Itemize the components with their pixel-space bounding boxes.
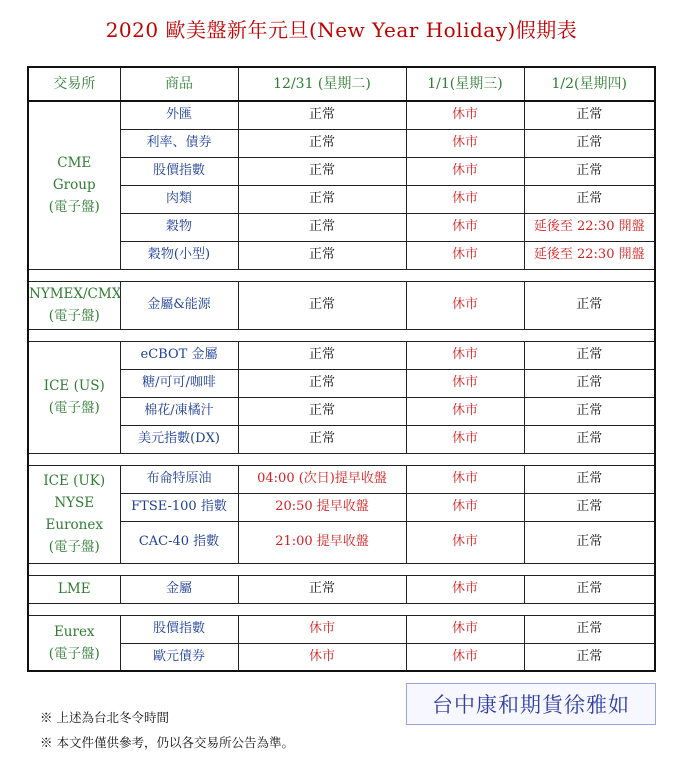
dec31-status-cell: 正常 [238, 129, 406, 157]
exchange-name-line: Eurex [53, 623, 95, 640]
dec31-status-cell: 21:00 提早收盤 [238, 521, 406, 563]
page-title: 2020 歐美盤新年元旦(New Year Holiday)假期表 [105, 18, 578, 42]
table-row [28, 465, 655, 493]
jan1-status-cell: 休市 [406, 397, 524, 425]
exchange-cell [28, 101, 120, 269]
exchange-cell [28, 465, 120, 563]
dec31-status-cell: 正常 [238, 281, 406, 329]
product-cell: 糖/可可/咖啡 [120, 369, 238, 397]
dec31-status-cell: 休市 [238, 643, 406, 671]
jan2-status-cell: 正常 [524, 397, 655, 425]
jan2-status-cell: 正常 [524, 129, 655, 157]
dec31-status-cell: 正常 [238, 157, 406, 185]
exchange-name-line: NYSE [54, 495, 95, 511]
header-exchange: 交易所 [28, 67, 120, 101]
exchange-name-line: Group [52, 177, 96, 194]
jan2-status-cell: 正常 [524, 615, 655, 643]
jan1-status-cell: 休市 [406, 281, 524, 329]
product-cell: 歐元債券 [120, 643, 238, 671]
dec31-status-cell: 20:50 提早收盤 [238, 493, 406, 521]
jan1-status-cell: 休市 [406, 101, 524, 129]
table-row [28, 281, 655, 329]
table-row [28, 185, 655, 213]
dec31-status-cell: 正常 [238, 101, 406, 129]
jan2-status-cell: 正常 [524, 575, 655, 603]
exchange-name-line: CME [57, 155, 92, 172]
dec31-status-cell: 正常 [238, 341, 406, 369]
product-cell: 肉類 [120, 185, 238, 213]
product-cell: 穀物(小型) [120, 241, 238, 269]
jan2-status-cell: 正常 [524, 101, 655, 129]
jan2-status-cell: 延後至 22:30 開盤 [524, 213, 655, 241]
jan1-status-cell: 休市 [406, 157, 524, 185]
table-row [28, 521, 655, 563]
dec31-status-cell: 正常 [238, 397, 406, 425]
table-row [28, 493, 655, 521]
jan1-status-cell: 休市 [406, 129, 524, 157]
jan1-status-cell: 休市 [406, 615, 524, 643]
dec31-status-cell: 休市 [238, 615, 406, 643]
author-stamp: 台中康和期貨徐雅如 [406, 683, 656, 725]
jan1-status-cell: 休市 [406, 213, 524, 241]
header-jan1: 1/1(星期三) [406, 67, 524, 101]
jan1-status-cell: 休市 [406, 521, 524, 563]
group-spacer-cell [28, 603, 655, 615]
exchange-name-line: (電子盤) [48, 539, 100, 555]
product-cell: 布侖特原油 [120, 465, 238, 493]
header-product: 商品 [120, 67, 238, 101]
product-cell: 美元指數(DX) [120, 425, 238, 453]
jan2-status-cell: 正常 [524, 281, 655, 329]
holiday-schedule-table [27, 66, 656, 672]
product-cell: 穀物 [120, 213, 238, 241]
group-spacer [28, 453, 655, 465]
table-row [28, 241, 655, 269]
jan1-status-cell: 休市 [406, 643, 524, 671]
dec31-status-cell: 正常 [238, 425, 406, 453]
jan2-status-cell: 正常 [524, 425, 655, 453]
exchange-name-line: (電子盤) [48, 199, 100, 216]
product-cell: FTSE-100 指數 [120, 493, 238, 521]
table-row [28, 615, 655, 643]
product-cell: 股價指數 [120, 157, 238, 185]
exchange-name-line: Euronex [45, 517, 103, 533]
table-row [28, 369, 655, 397]
jan2-status-cell: 正常 [524, 643, 655, 671]
table-row [28, 341, 655, 369]
jan2-status-cell: 正常 [524, 369, 655, 397]
exchange-name-line: (電子盤) [48, 400, 100, 416]
jan2-status-cell: 正常 [524, 341, 655, 369]
exchange-cell [28, 575, 120, 603]
group-spacer-cell [28, 563, 655, 575]
jan1-status-cell: 休市 [406, 241, 524, 269]
product-cell: 棉花/凍橘汁 [120, 397, 238, 425]
jan1-status-cell: 休市 [406, 493, 524, 521]
header-jan2: 1/2(星期四) [524, 67, 655, 101]
exchange-name-line: NYMEX/CMX [29, 286, 122, 302]
product-cell: 利率、債券 [120, 129, 238, 157]
table-row [28, 575, 655, 603]
jan1-status-cell: 休市 [406, 185, 524, 213]
jan2-status-cell: 正常 [524, 185, 655, 213]
product-cell: 股價指數 [120, 615, 238, 643]
exchange-name-line: ICE (UK) [43, 473, 106, 489]
group-spacer-cell [28, 269, 655, 281]
dec31-status-cell: 正常 [238, 213, 406, 241]
dec31-status-cell: 正常 [238, 241, 406, 269]
exchange-name-line: ICE (US) [43, 378, 105, 394]
table-row [28, 101, 655, 129]
jan1-status-cell: 休市 [406, 575, 524, 603]
exchange-cell [28, 281, 120, 329]
group-spacer [28, 269, 655, 281]
header-dec31: 12/31 (星期二) [238, 67, 406, 101]
table-row [28, 213, 655, 241]
note-disclaimer: ※ 本文件僅供參考，仍以各交易所公告為準。 [40, 735, 294, 750]
exchange-cell [28, 341, 120, 453]
product-cell: CAC-40 指數 [120, 521, 238, 563]
footer-notes [40, 708, 294, 758]
product-cell: 金屬&能源 [120, 281, 238, 329]
exchange-name-line: LME [57, 581, 91, 597]
jan1-status-cell: 休市 [406, 341, 524, 369]
dec31-status-cell: 正常 [238, 185, 406, 213]
group-spacer-cell [28, 329, 655, 341]
group-spacer [28, 329, 655, 341]
table-header [28, 67, 655, 101]
dec31-status-cell: 04:00 (次日)提早收盤 [238, 465, 406, 493]
exchange-name-line: (電子盤) [48, 308, 100, 324]
product-cell: 外匯 [120, 101, 238, 129]
jan1-status-cell: 休市 [406, 465, 524, 493]
product-cell: 金屬 [120, 575, 238, 603]
group-spacer-cell [28, 453, 655, 465]
table-row [28, 425, 655, 453]
jan2-status-cell: 正常 [524, 465, 655, 493]
jan2-status-cell: 延後至 22:30 開盤 [524, 241, 655, 269]
jan1-status-cell: 休市 [406, 425, 524, 453]
jan2-status-cell: 正常 [524, 157, 655, 185]
dec31-status-cell: 正常 [238, 369, 406, 397]
exchange-cell [28, 615, 120, 671]
jan2-status-cell: 正常 [524, 521, 655, 563]
table-row [28, 643, 655, 671]
table-row [28, 157, 655, 185]
table-body [28, 101, 655, 671]
table-row [28, 129, 655, 157]
table-row [28, 397, 655, 425]
jan2-status-cell: 正常 [524, 493, 655, 521]
note-timezone: ※ 上述為台北冬令時間 [40, 710, 169, 725]
product-cell: eCBOT 金屬 [120, 341, 238, 369]
group-spacer [28, 603, 655, 615]
exchange-name-line: (電子盤) [48, 645, 100, 662]
dec31-status-cell: 正常 [238, 575, 406, 603]
group-spacer [28, 563, 655, 575]
jan1-status-cell: 休市 [406, 369, 524, 397]
